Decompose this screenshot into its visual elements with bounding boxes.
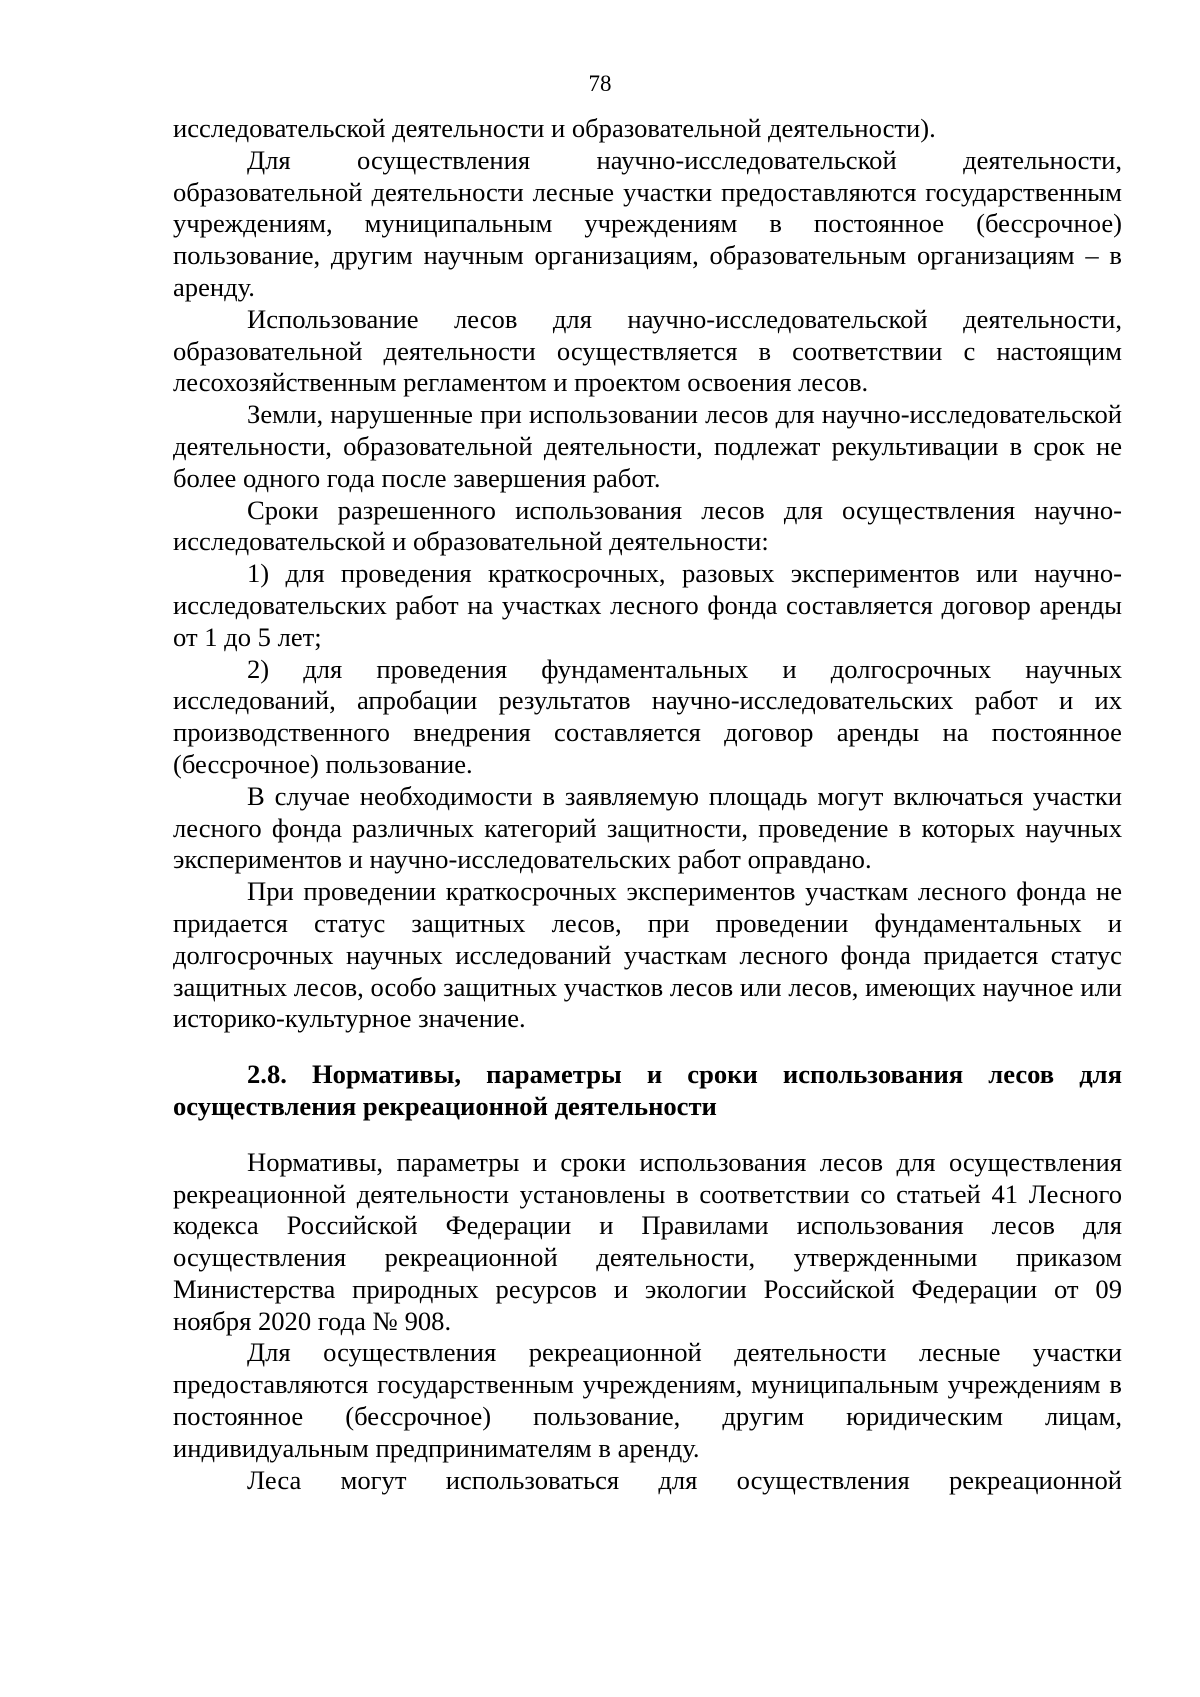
paragraph-truncated: Леса могут использоваться для осуществления рекреационной <box>247 1464 1122 1495</box>
list-item: 2) для проведения фундаментальных и долгосрочных научных исследований, апробации результатов научно-исследовательских работ и их производственного внедрения составляется договор аренды на постоянное (бессрочное) пользование. <box>173 653 1122 779</box>
document-body <box>173 113 1122 1496</box>
page-number: 78 <box>588 71 612 96</box>
paragraph: Сроки разрешенного использования лесов для осуществления научно-исследовательской и образовательной деятельности: <box>173 494 1122 557</box>
paragraph: Для осуществления рекреационной деятельности лесные участки предоставляются государственным учреждениям, муниципальным учреждениям в постоянное (бессрочное) пользование, другим юридическим лицам, индивидуальным предпринимателям в аренду. <box>173 1337 1122 1463</box>
paragraph-continuation: исследовательской деятельности и образовательной деятельности). <box>173 113 936 143</box>
list-item: 1) для проведения краткосрочных, разовых экспериментов или научно-исследовательских работ на участках лесного фонда составляется договор аренды от 1 до 5 лет; <box>173 558 1122 652</box>
paragraph: Нормативы, параметры и сроки использования лесов для осуществления рекреационной деятельности установлены в соответствии со статьей 41 Лесного кодекса Российской Федерации и Правилами использования лесов для осуществления рекреационной деятельности, утвержденными приказом Министерства природных ресурсов и экологии Российской Федерации от 09 ноября 2020 года № 908. <box>173 1146 1122 1336</box>
section-heading: 2.8. Нормативы, параметры и сроки использования лесов для осуществления рекреационной деятельности <box>173 1059 1122 1121</box>
paragraph: Использование лесов для научно-исследовательской деятельности, образовательной деятельности осуществляется в соответствии с настоящим лесохозяйственным регламентом и проектом освоения лесов. <box>173 303 1122 398</box>
paragraph: При проведении краткосрочных экспериментов участкам лесного фонда не придается статус защитных лесов, при проведении фундаментальных и долгосрочных научных исследований участкам лесного фонда придается статус защитных лесов, особо защитных участков лесов или лесов, имеющих научное или историко-культурное значение. <box>173 876 1122 1034</box>
paragraph: Земли, нарушенные при использовании лесов для научно-исследовательской деятельности, образовательной деятельности, подлежат рекультивации в срок не более одного года после завершения работ. <box>173 399 1122 493</box>
paragraph: Для осуществления научно-исследовательской деятельности, образовательной деятельности лесные участки предоставляются государственным учреждениям, муниципальным учреждениям в постоянное (бессрочное) пользование, другим научным организациям, образовательным организациям – в аренду. <box>173 144 1122 302</box>
paragraph: В случае необходимости в заявляемую площадь могут включаться участки лесного фонда различных категорий защитности, проведение в которых научных экспериментов и научно-исследовательских работ оправдано. <box>173 780 1122 875</box>
